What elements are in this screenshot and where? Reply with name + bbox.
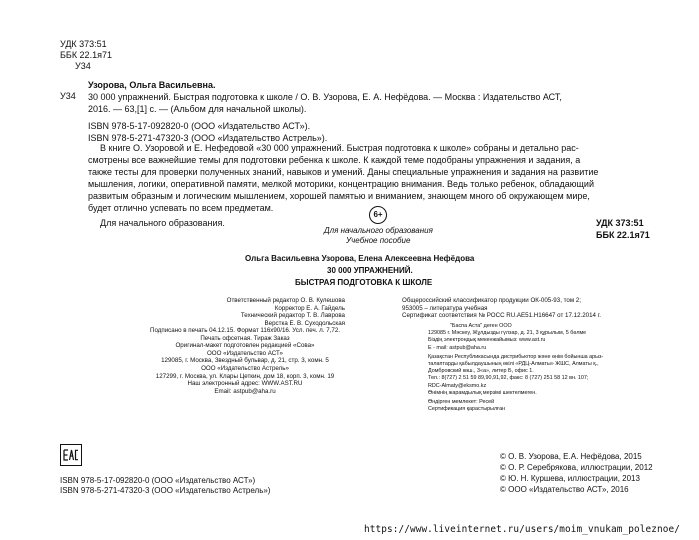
kazakh-line: 129085 г. Мәскеу, Жұлдызды гүлзар, д. 21, 3 құрылым, 5 бөлме <box>428 330 587 337</box>
author-mark-top: У34 <box>75 61 91 71</box>
edu-note-line: Для начального образования <box>324 226 433 235</box>
copyright-line: © Ю. Н. Куршева, иллюстрации, 2013 <box>500 474 640 483</box>
credit-line: Ответственный редактор О. В. Кулешова <box>226 297 345 304</box>
classifier-block <box>402 297 601 320</box>
print-line: Оригинал-макет подготовлен редакцией «Сова» <box>175 342 315 350</box>
print-line: 129085, г. Москва, Звездный бульвар, д. 21, стр. 3, комн. 5 <box>161 357 329 365</box>
watermark-url: https://www.liveinternet.ru/users/moim_vnukam_poleznoe/ <box>364 524 680 535</box>
bottom-isbn-line: ISBN 978-5-271-47320-3 (ООО «Издательство Астрель») <box>60 486 271 495</box>
udk-code-right: УДК 373:51 <box>596 218 644 228</box>
kazakh-line: "Баспа Аста" деген ООО <box>450 323 512 329</box>
print-line: ООО «Издательство Астрель» <box>201 364 289 372</box>
kazakh-line: Домбровский көш., 3«а», литер Б, офис 1. <box>428 368 534 375</box>
credit-line: Технический редактор Т. В. Лаврова <box>240 312 345 320</box>
bbk-code-top: ББК 22.1я71 <box>60 50 112 60</box>
bottom-isbn-line: ISBN 978-5-17-092820-0 (ООО «Издательство АСТ») <box>60 476 256 485</box>
print-info <box>130 327 360 395</box>
kazakh-line: Өнімнің жарамдылық мерзімі шектелмеген. <box>428 389 537 396</box>
print-line: Печать офсетная. Тираж Заказ <box>200 334 290 342</box>
author-mark-side: У34 <box>60 91 76 101</box>
print-line: Email: astpub@aha.ru <box>214 387 276 395</box>
author-heading: Узорова, Ольга Васильевна. <box>88 80 216 90</box>
eac-logo-icon <box>61 445 81 465</box>
classifier-line: 953005 – литература учебная <box>402 304 488 312</box>
kazakh-line: талаптарды қабылдаушының өкілі «РДЦ-Алматы» ЖШС, Алматы қ., <box>428 361 599 368</box>
annotation-line: будет отлично успевать по всем предметам. <box>88 203 274 213</box>
bibliographic-description <box>88 91 562 115</box>
kazakh-line: Қазақстан Республикасында дистрибьютор және өнім бойынша арыз- <box>428 353 604 360</box>
copyright-list <box>500 451 653 495</box>
print-line: Подписано в печать 04.12.15. Формат 116х90/16. Усл. печ. л. 7,72. <box>150 327 340 334</box>
bottom-isbn-list <box>60 476 270 496</box>
classifier-line: Общероссийский классификатор продукции ОК-005-93, том 2; <box>402 297 581 304</box>
description-line: 2016. — 63,[1] с. — (Альбом для начальной школы). <box>88 104 307 114</box>
book-subtitle: БЫСТРАЯ ПОДГОТОВКА К ШКОЛЕ <box>295 278 433 287</box>
copyright-line: © О. В. Узорова, Е.А. Нефёдова, 2015 <box>500 452 642 461</box>
kazakh-line: Сертификация қарастырылған <box>428 406 506 413</box>
annotation-line: развитым образным и логическим мышлением, хорошей памятью и вниманием, знающем много об окружающем мире, <box>88 191 590 201</box>
kazakh-line: Біздің электрондық мекенжайымыз: www.ast.ru <box>428 337 546 344</box>
print-line: ООО «Издательство АСТ» <box>206 349 283 357</box>
udk-code-top: УДК 373:51 <box>60 39 107 49</box>
print-line: 127299, г. Москва, ул. Клары Цеткин, дом 18, корп. 3, комн. 19 <box>155 372 335 380</box>
copyright-line: © ООО «Издательство АСТ», 2016 <box>500 485 629 494</box>
annotation-line: смотрены все важнейшие темы для подготовки ребенка к школе. К каждой теме подобраны упражнения и задания, а <box>88 155 581 165</box>
kazakh-line: RDC-Almaty@eksmo.kz <box>428 382 487 389</box>
annotation-line: также тесты для проверки полученных знаний, навыков и умений. Даны специальные упражнения и задания на развитие <box>88 167 599 177</box>
annotation <box>88 142 598 214</box>
annotation-line: В книге О. Узоровой и Е. Нефедовой «30 000 упражнений. Быстрая подготовка к школе» собраны и детально рас- <box>100 143 579 153</box>
bbk-code-right: ББК 22.1я71 <box>596 230 650 240</box>
annotation-line: мышления, логики, оперативной памяти, мелкой моторики, концентрацию внимания. Ведь только ребенок, обладающий <box>88 179 594 189</box>
book-authors: Ольга Васильевна Узорова, Елена Алексеевна Нефёдова <box>245 254 475 263</box>
edu-note-line: Учебное пособие <box>346 236 411 245</box>
print-line: Наш электронный адрес: WWW.AST.RU <box>187 380 303 388</box>
kazakh-info-block <box>428 323 603 413</box>
book-title: 30 000 УПРАЖНЕНИЙ. <box>327 266 413 275</box>
classifier-line: Сертификат соответствия № РОСС RU.AE51.H16647 от 17.12.2014 г. <box>402 312 601 320</box>
credit-line: Корректор Е. А. Гайдель <box>274 304 345 312</box>
kazakh-line: Тел.: 8(727) 2 51 59 89,90,91,92, факс: 8 (727) 251 58 12 вн. 107; <box>428 375 589 382</box>
kazakh-line: Өндірген мемлекет: Ресей <box>428 399 495 406</box>
isbn-list <box>88 120 327 144</box>
kazakh-line: E - mail: astpub@aha.ru <box>428 344 487 351</box>
age-rating-badge: 6+ <box>369 206 387 224</box>
credit-line: Верстка Е. В. Суходольская <box>264 319 345 327</box>
copyright-line: © О. Р. Серебрякова, иллюстрации, 2012 <box>500 463 653 472</box>
audience-note: Для начального образования. <box>100 218 225 228</box>
description-line: 30 000 упражнений. Быстрая подготовка к школе / О. В. Узорова, Е. А. Нефёдова. — Москва : Издательство АСТ, <box>88 92 562 102</box>
isbn-line: ISBN 978-5-271-47320-3 (ООО «Издательство Астрель»). <box>88 133 328 143</box>
credits-block <box>145 297 345 327</box>
eac-certification-icon <box>60 444 82 466</box>
isbn-line: ISBN 978-5-17-092820-0 (ООО «Издательство АСТ»). <box>88 121 311 131</box>
